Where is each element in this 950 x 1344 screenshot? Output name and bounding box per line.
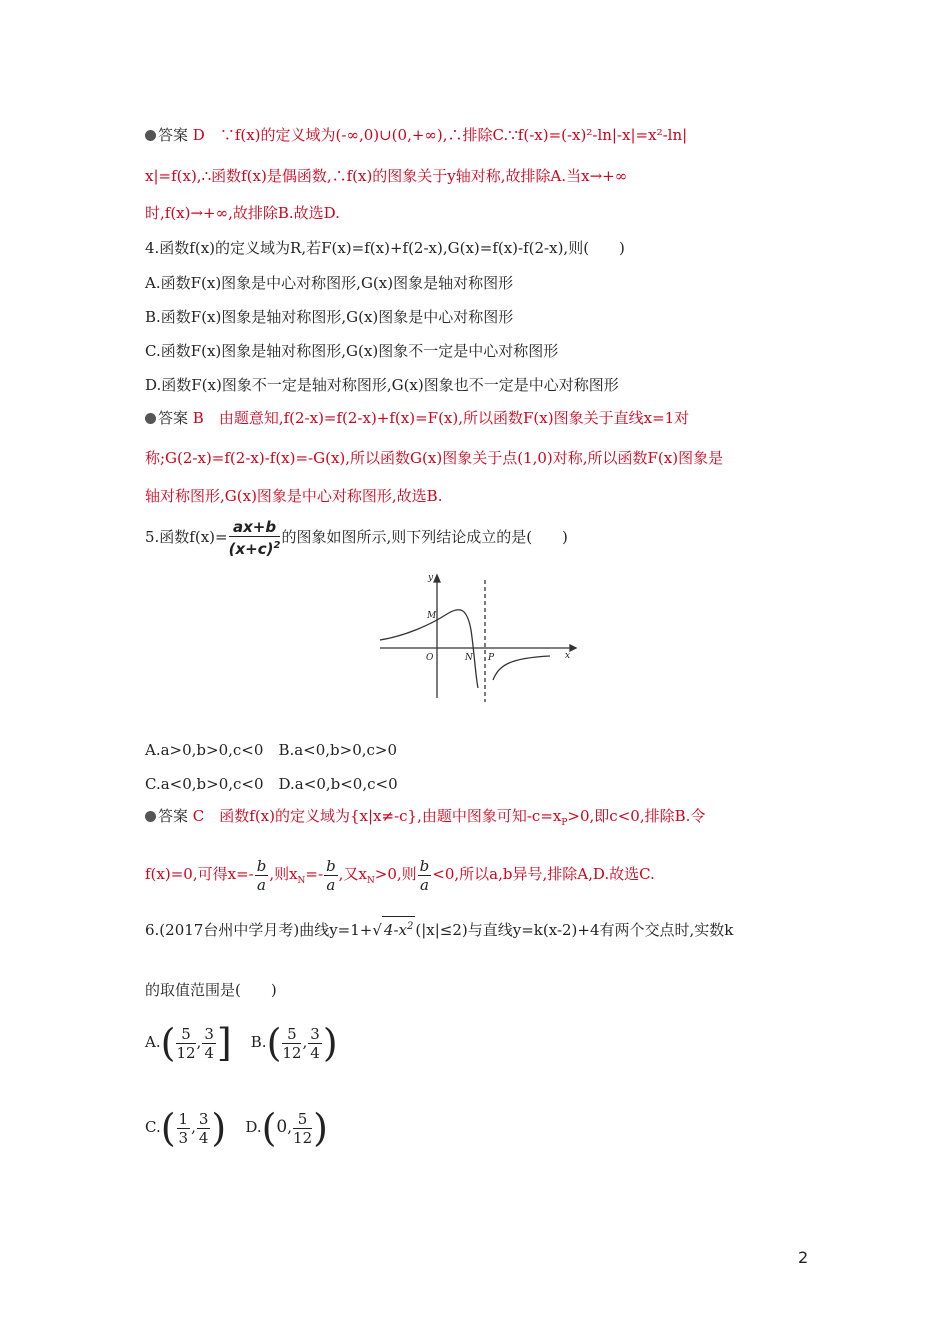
frac-num: b xyxy=(256,856,267,875)
q4-stem: 4.函数f(x)的定义域为R,若F(x)=f(x)+f(2-x),G(x)=f(x)-f(2-x),则( ) xyxy=(145,239,625,257)
frac-num: 3 xyxy=(310,1024,320,1043)
frac-den: a xyxy=(257,875,266,894)
label-x: x xyxy=(565,651,571,661)
label-O: O xyxy=(426,653,434,663)
q5-frac-b-over-a-3 xyxy=(418,857,432,894)
q5-fraction xyxy=(229,518,281,558)
q6-option-c-label: C. xyxy=(145,1118,161,1136)
curve-left-branch xyxy=(380,610,478,688)
q5-answer-text1: C 函数f(x)的定义域为{x|x≠-c},由题中图象可知-c=x xyxy=(192,807,562,825)
frac-den: 4 xyxy=(310,1043,320,1062)
q4-answer-line2: 称;G(2-x)=f(2-x)-f(x)=-G(x),所以函数G(x)图象关于点(1,0)对称,所以函数F(x)图象是 xyxy=(145,449,724,467)
q3-answer-text1: D ∵f(x)的定义域为(-∞,0)∪(0,+∞),∴排除C.∵f(-x)=(-x)²-ln|-x|=x²-ln| xyxy=(192,126,688,144)
frac-num: b xyxy=(419,856,430,875)
q6-d-frac xyxy=(293,1110,312,1147)
q6-sqrt-content: 4-x xyxy=(383,921,407,939)
q6-sqrt-exp: 2 xyxy=(407,921,414,932)
q5-function-graph xyxy=(375,570,585,710)
q5-answer2-d: ,又x xyxy=(338,865,367,883)
q6-stem: 6.(2017台州中学月考)曲线y=1+√ $4-x^2$ (|x|≤2)与直线y=k(x-2)+4有两个交点时,实数k xyxy=(145,916,733,940)
frac-num: 5 xyxy=(282,1025,301,1044)
frac-num: 5 xyxy=(176,1025,195,1044)
q5-option-c: C.a<0,b>0,c<0 xyxy=(145,775,264,793)
q6-option-a-label: A. xyxy=(145,1033,161,1051)
q5-frac-b-over-a-2 xyxy=(324,857,338,894)
q6-stem-line2: 的取值范围是( ) xyxy=(145,981,277,999)
curve-right-branch xyxy=(493,656,550,680)
q6-a-frac1 xyxy=(176,1025,195,1062)
y-axis-arrow-icon xyxy=(434,575,440,582)
q6-a-frac2 xyxy=(202,1025,216,1062)
q6-stem-suffix: (|x|≤2)与直线y=k(x-2)+4有两个交点时,实数k xyxy=(415,921,734,939)
answer-icon xyxy=(145,413,156,424)
q4-answer-line1 xyxy=(145,408,689,428)
q5-answer-sub-p: P xyxy=(561,818,568,828)
q5-stem-suffix: 的图象如图所示,则下列结论成立的是( ) xyxy=(281,528,568,546)
q5-answer2-c: =- xyxy=(305,865,324,883)
q6-option-d-label: D. xyxy=(245,1118,262,1136)
q5-answer-line1 xyxy=(145,806,705,833)
q5-fraction-denominator: (x+c) xyxy=(228,540,274,558)
q3-answer-line2: x|=f(x),∴函数f(x)是偶函数,∴f(x)的图象关于y轴对称,故排除A.当x→+∞ xyxy=(145,167,628,185)
q6-option-b-label: B. xyxy=(250,1033,267,1051)
q6-options-row1: A.( $\frac{5}{12}$ , $\frac{3}{4}$ ] B.( $\frac{5}{12}$ , $\frac{3}{4}$ ) xyxy=(145,1021,338,1065)
q6-options-row2: C.( $\frac{1}{3}$ , $\frac{3}{4}$ ) D.(0, $\frac{5}{12}$ ) xyxy=(145,1106,328,1150)
q5-option-b: B.a<0,b>0,c>0 xyxy=(278,741,398,759)
frac-den: 4 xyxy=(204,1043,214,1062)
q6-d-zero: 0 xyxy=(276,1117,288,1137)
q5-option-d: D.a<0,b<0,c<0 xyxy=(278,775,398,793)
q5-answer2-a: f(x)=0,可得x=- xyxy=(145,865,254,883)
q4-option-a: A.函数F(x)图象是中心对称图形,G(x)图象是轴对称图形 xyxy=(145,274,514,292)
frac-den: 4 xyxy=(198,1128,209,1147)
answer-label: 答案 xyxy=(158,126,189,144)
q4-option-b: B.函数F(x)图象是轴对称图形,G(x)图象是中心对称图形 xyxy=(145,308,514,326)
q5-answer2-b: ,则x xyxy=(269,865,298,883)
q5-answer-text1-tail: >0,即c<0,排除B.令 xyxy=(567,807,706,825)
q5-answer2-sub-n2: N xyxy=(366,876,375,886)
frac-num: 3 xyxy=(204,1024,214,1043)
q5-stem xyxy=(145,518,568,558)
frac-den: a xyxy=(420,875,429,894)
frac-den: 12 xyxy=(176,1043,196,1062)
q6-c-frac2 xyxy=(197,1110,211,1147)
label-y: y xyxy=(428,573,434,583)
frac-den: 12 xyxy=(282,1043,302,1062)
q5-frac-b-over-a-1 xyxy=(255,857,269,894)
q5-option-a: A.a>0,b>0,c<0 xyxy=(145,741,264,759)
q4-answer-line3: 轴对称图形,G(x)图象是中心对称图形,故选B. xyxy=(145,487,443,505)
x-axis-arrow-icon xyxy=(570,645,576,651)
answer-label: 答案 xyxy=(158,807,189,825)
q5-fraction-numerator: ax+b xyxy=(229,518,281,537)
q6-b-frac2 xyxy=(308,1025,322,1062)
q4-answer-text1: B 由题意知,f(2-x)=f(2-x)+f(x)=F(x),所以函数F(x)图象关于直线x=1对 xyxy=(192,409,690,427)
q3-answer-line1 xyxy=(145,125,687,145)
q6-c-frac1 xyxy=(177,1110,191,1147)
label-P: P xyxy=(488,653,495,663)
q4-option-d: D.函数F(x)图象不一定是轴对称图形,G(x)图象也不一定是中心对称图形 xyxy=(145,376,619,394)
q5-fraction-exponent: 2 xyxy=(273,540,281,551)
q6-b-frac1 xyxy=(282,1025,301,1062)
answer-icon xyxy=(145,130,156,141)
answer-label: 答案 xyxy=(158,409,189,427)
q6-sqrt xyxy=(382,916,415,940)
frac-den: 12 xyxy=(293,1128,313,1147)
frac-num: 1 xyxy=(178,1109,189,1128)
q5-options-row1 xyxy=(145,740,397,760)
frac-den: 3 xyxy=(178,1128,189,1147)
q5-answer2-e: >0,则 xyxy=(374,865,417,883)
frac-num: 5 xyxy=(293,1110,312,1129)
q3-answer-line3: 时,f(x)→+∞,故排除B.故选D. xyxy=(145,204,340,222)
frac-num: 3 xyxy=(198,1109,209,1128)
answer-icon xyxy=(145,811,156,822)
page-number: 2 xyxy=(798,1248,809,1267)
q5-answer-line2 xyxy=(145,854,655,901)
q5-answer2-sub-n: N xyxy=(297,876,306,886)
q4-option-c: C.函数F(x)图象是轴对称图形,G(x)图象不一定是中心对称图形 xyxy=(145,342,559,360)
q5-options-row2 xyxy=(145,774,398,794)
q5-answer2-f: <0,所以a,b异号,排除A,D.故选C. xyxy=(432,865,655,883)
label-M: M xyxy=(427,611,437,621)
label-N: N xyxy=(465,653,473,663)
frac-den: a xyxy=(326,875,336,894)
q5-stem-prefix: 5.函数f(x)= xyxy=(145,528,228,546)
frac-num: b xyxy=(326,856,336,875)
q6-stem-prefix: 6.(2017台州中学月考)曲线y=1+ xyxy=(145,921,373,939)
